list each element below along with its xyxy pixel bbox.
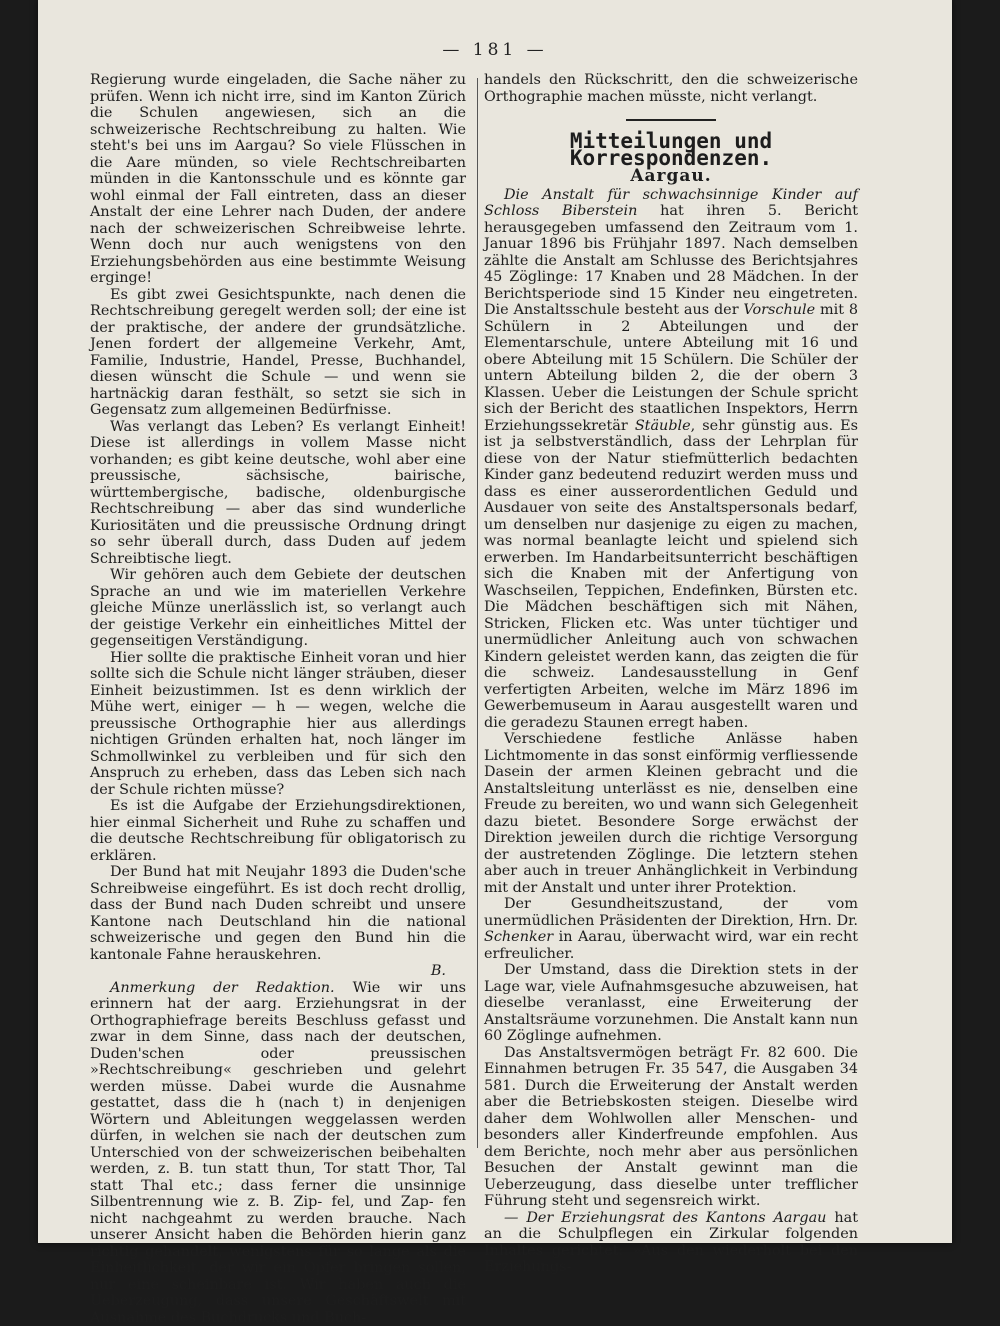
paragraph: handels den Rückschritt, den die schweizerische Orthographie machen müsste, nicht verlangt. [484, 72, 858, 105]
text: in Aarau, überwacht wird, war ein recht erfreulicher. [484, 929, 858, 962]
paragraph [484, 1210, 858, 1276]
italic-text: Stäuble [635, 418, 691, 434]
right-column [484, 72, 858, 1276]
paragraph [484, 187, 858, 732]
paragraph: Verschiedene festliche Anlässe haben Lichtmomente in das sonst einförmig verfliessende Dasein der armen Kleinen gebracht und die Anstaltsleitung unterlässt es nie, denselben eine Freude zu bereiten, wo und wann sich Gelegenheit dazu bietet. Besondere Sorge erwächst der Direktion jeweilen durch die richtige Versorgung der austretenden Zöglinge. Die letztern stehen aber auch in treuer Anhänglichkeit in Verbindung mit der Anstalt und unter ihrer Protektion. [484, 731, 858, 896]
section-title: Mitteilungen und Korrespondenzen. [484, 133, 858, 166]
note-text: Wie wir uns erinnern hat der aarg. Erziehungsrat in der Orthographiefrage bereits Beschluss gefasst und zwar in dem Sinne, dass nach der deutschen, Duden'schen oder preussischen »Rechtschreibung« geschrieben und gelehrt werden müsse. Dabei wurde die Ausnahme gestattet, dass die h (nach t) in denjenigen Wörtern und Ableitungen weggelassen werden dürfen, in welchen sie nach der deutschen zum Unterschied von der schweizerischen beibehalten werden, z. B. tun statt thun, Tor statt Thor, Tal statt Thal etc.; dass ferner die unsinnige Silbentrennung wie z. B. Zip- fel, und Zap- fen nicht nachgeahmt zu werden brauche. Nach unserer Ansicht haben die Behörden hierin ganz richtig gehandelt, wenigstens für so lange als die Einheitlichkeit, der wir ein Opfer bringen sollen, nur eine scheinbare ist. Wir haben auch die Ueberzeugung, dass unsere Geschäftswelt mit Ausnahme des Buchdrucks und Buch- [90, 980, 466, 1326]
author-signature: B. [90, 963, 466, 980]
newspaper-page [38, 0, 952, 1243]
italic-text: Die Anstalt für schwachsinnige Kinder auf Schloss Biberstein [484, 187, 858, 220]
text: Der Gesundheitszustand, der vom unermüdlichen Präsidenten der Direktion, Hrn. Dr. [484, 896, 858, 929]
paragraph: Was verlangt das Leben? Es verlangt Einheit! Diese ist allerdings in vollem Masse nicht vorhanden; es gibt keine deutsche, wohl aber eine preussische, sächsische, bairische, württembergische, badische, oldenburgische Rechtschreibung — aber das sind wunderliche Kuriositäten und die preussische Ordnung dringt so sehr überall durch, dass Duden auf jedem Schreibtische liegt. [90, 419, 466, 568]
paragraph: Regierung wurde eingeladen, die Sache näher zu prüfen. Wenn ich nicht irre, sind im Kanton Zürich die Schulen angewiesen, sich an die schweizerische Rechtschreibung zu halten. Wie steht's bei uns im Aargau? So viele Flüsschen in die Aare münden, so viele Rechtschreibarten münden in die Kantonsschule und es könnte gar wohl einmal der Fall eintreten, dass an dieser Anstalt der eine Lehrer nach Duden, der andere nach der schweizerischen Schreibweise lehrte. Wenn doch nur auch wenigstens von den Erziehungsbehörden aus eine bestimmte Weisung erginge! [90, 72, 466, 287]
editorial-note [90, 980, 466, 1326]
italic-text: Schenker [484, 929, 553, 945]
note-label: Anmerkung der Redaktion. [110, 980, 335, 996]
paragraph: Hier sollte die praktische Einheit voran und hier sollte sich die Schule nicht länger sträuben, dieser Einheit beizustimmen. Ist es denn wirklich der Mühe wert, einiger — h — wegen, welche die preussische Orthographie hier aus allerdings nichtigen Gründen erhalten hat, noch länger im Schmollwinkel zu verbleiben und für sich den Anspruch zu erheben, dass das Leben sich nach der Schule richten müsse? [90, 650, 466, 799]
subheading: Aargau. [484, 168, 858, 185]
paragraph: Der Bund hat mit Neujahr 1893 die Duden'sche Schreibweise eingeführt. Es ist doch recht drollig, dass der Bund nach Duden schreibt und unsere Kantone nach Deutschland hin die national schweizerische und gegen den Bund hin die kantonale Fahne herauskehren. [90, 864, 466, 963]
section-rule [626, 119, 716, 121]
paragraph [484, 896, 858, 962]
paragraph: Wir gehören auch dem Gebiete der deutschen Sprache an und wie im materiellen Verkehre gleiche Münze unerlässlich ist, so verlangt auch der geistige Verkehr ein einheitliches Mittel der gegenseitigen Verständigung. [90, 567, 466, 650]
text: , sehr günstig aus. Es ist ja selbstverständlich, dass der Lehrplan für diese von der Natur stiefmütterlich bedachten Kinder ganz bedeutend reduzirt werden muss und dass es einer ausserordentlichen Geduld und Ausdauer von seite des Anstaltspersonals bedarf, um denselben nur dasjenige zu eigen zu machen, was normal beanlagte leicht und spielend sich erwerben. Im Handarbeitsunterricht beschäftigen sich die Knaben mit der Anfertigung von Waschseilen, Teppichen, Endefinken, Bürsten etc. Die Mädchen beschäftigen sich mit Nähen, Stricken, Flicken etc. Was unter tüchtiger und unermüdlicher Anleitung auch von schwachen Kindern geleistet werden kann, das zeigten die für die schweiz. Landesausstellung in Genf verfertigten Arbeiten, welche im März 1896 im Gewerbemuseum in Aarau ausgestellt waren und die geradezu Staunen erregt haben. [484, 418, 858, 731]
paragraph: Es ist die Aufgabe der Erziehungsdirektionen, hier einmal Sicherheit und Ruhe zu schaffen und die deutsche Rechtschreibung für obligatorisch zu erklären. [90, 798, 466, 864]
italic-text: — Der Erziehungsrat des Kantons Aargau [504, 1210, 826, 1226]
text: hat an die Schulpflegen ein Zirkular folgenden Inhaltes gerichtet: »Aus den wiederholt bei den Erziehungs- [484, 1210, 858, 1276]
paragraph: Es gibt zwei Gesichtspunkte, nach denen die Rechtschreibung geregelt werden soll; der eine ist der praktische, der andere der grundsätzliche. Jenen fordert der allgemeine Verkehr, Amt, Familie, Industrie, Handel, Presse, Buchhandel, diesen wünscht die Schule — und wenn sie hartnäckig daran festhält, so setzt sie sich in Gegensatz zum allgemeinen Bedürfnisse. [90, 287, 466, 419]
text: mit 8 Schülern in 2 Abteilungen und der Elementarschule, untere Abteilung mit 16 und obere Abteilung mit 15 Schülern. Die Schüler der untern Abteilung bilden 2, die der obern 3 Klassen. Ueber die Leistungen der Schule spricht sich der Bericht des staatlichen Inspektors, Herrn Erziehungssekretär [484, 302, 858, 434]
left-column [90, 72, 466, 1326]
paragraph: Das Anstaltsvermögen beträgt Fr. 82 600. Die Einnahmen betrugen Fr. 35 547, die Ausgaben 34 581. Durch die Erweiterung der Anstalt werden aber die Betriebskosten steigen. Dieselbe wird daher dem Wohlwollen aller Menschen- und besonders aller Kinderfreunde empfohlen. Aus dem Berichte, noch mehr aber aus persönlichen Besuchen der Anstalt gewinnt man die Ueberzeugung, dass dieselbe unter trefflicher Führung steht und segensreich wirkt. [484, 1045, 858, 1210]
text: hat ihren 5. Bericht herausgegeben umfassend den Zeitraum vom 1. Januar 1896 bis Frühjahr 1897. Nach demselben zählte die Anstalt am Schlusse des Berichtsjahres 45 Zöglinge: 17 Knaben und 28 Mädchen. In der Berichtsperiode sind 15 Kinder neu eingetreten. Die Anstaltsschule besteht aus der [484, 203, 858, 318]
paragraph: Der Umstand, dass die Direktion stets in der Lage war, viele Aufnahmsgesuche abzuweisen, hat dieselbe veranlasst, eine Erweiterung der Anstaltsräume vorzunehmen. Die Anstalt kann nun 60 Zöglinge aufnehmen. [484, 962, 858, 1045]
page-number: — 181 — [38, 40, 952, 60]
column-divider [477, 78, 478, 1148]
italic-text: Vorschule [743, 302, 815, 318]
